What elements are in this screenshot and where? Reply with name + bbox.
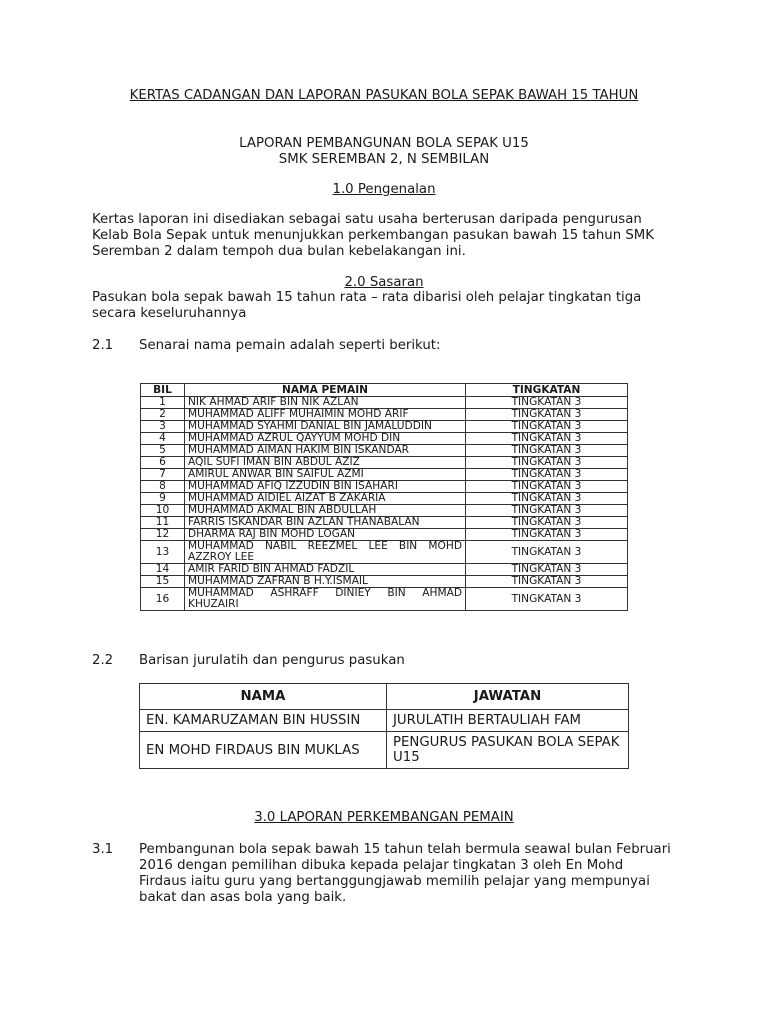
point-2-2-text: Barisan jurulatih dan pengurus pasukan [139,653,405,668]
table-row [141,493,628,505]
table-row [141,505,628,517]
table-row [141,588,628,611]
player-number: 14 [141,564,185,576]
table-row [141,469,628,481]
player-number: 8 [141,481,185,493]
table-row [141,564,628,576]
player-form: TINGKATAN 3 [466,564,628,576]
section-1-heading: 1.0 Pengenalan [332,182,436,197]
player-form: TINGKATAN 3 [466,576,628,588]
player-name: MUHAMMAD NABIL REEZMEL LEE BIN MOHD AZZROY LEE [185,541,466,564]
table-row [141,576,628,588]
point-3-1-number: 3.1 [92,842,114,857]
table-row [141,421,628,433]
staff-name: EN MOHD FIRDAUS BIN MUKLAS [140,732,387,769]
player-name: AMIR FARID BIN AHMAD FADZIL [185,564,466,576]
table-row [141,457,628,469]
player-name: MUHAMMAD ZAFRAN B H.Y.ISMAIL [185,576,466,588]
column-header: JAWATAN [387,684,629,710]
table-row [141,541,628,564]
staff-position: PENGURUS PASUKAN BOLA SEPAK U15 [387,732,629,769]
player-form: TINGKATAN 3 [466,529,628,541]
player-name: AMIRUL ANWAR BIN SAIFUL AZMI [185,469,466,481]
player-form: TINGKATAN 3 [466,409,628,421]
table-header-row [140,684,629,710]
table-row [141,397,628,409]
section-3-heading: 3.0 LAPORAN PERKEMBANGAN PEMAIN [254,810,514,825]
staff-position: JURULATIH BERTAULIAH FAM [387,710,629,732]
point-3-1-text: Pembangunan bola sepak bawah 15 tahun telah bermula seawal bulan Februari 2016 dengan pemilihan dibuka kepada pelajar tingkatan 3 oleh En Mohd Firdaus iaitu guru yang bertanggungjawab memilih pelajar yang mempunyai bakat dan asas bola yang baik. [139,842,671,905]
table-row [141,481,628,493]
player-form: TINGKATAN 3 [466,541,628,564]
player-number: 12 [141,529,185,541]
player-form: TINGKATAN 3 [466,493,628,505]
player-form: TINGKATAN 3 [466,433,628,445]
school-subtitle: SMK SEREMBAN 2, N SEMBILAN [278,152,490,167]
player-name: MUHAMMAD ASHRAFF DINIEY BIN AHMAD KHUZAIRI [185,588,466,611]
player-name: MUHAMMAD AFIQ IZZUDIN BIN ISAHARI [185,481,466,493]
staff-table [139,683,629,769]
table-row [141,433,628,445]
player-name: MUHAMMAD AZRUL QAYYUM MOHD DIN [185,433,466,445]
player-number: 11 [141,517,185,529]
table-row [141,409,628,421]
player-number: 5 [141,445,185,457]
report-subtitle: LAPORAN PEMBANGUNAN BOLA SEPAK U15 [239,136,529,151]
player-number: 4 [141,433,185,445]
player-number: 3 [141,421,185,433]
section-2-text: Pasukan bola sepak bawah 15 tahun rata – rata dibarisi oleh pelajar tingkatan tiga secara keseluruhannya [92,290,642,321]
table-row [140,710,629,732]
player-number: 13 [141,541,185,564]
player-name: DHARMA RAJ BIN MOHD LOGAN [185,529,466,541]
table-row [140,732,629,769]
player-name: MUHAMMAD AKMAL BIN ABDULLAH [185,505,466,517]
player-number: 15 [141,576,185,588]
point-2-2-number: 2.2 [92,653,114,668]
player-name: MUHAMMAD AIDIEL AIZAT B ZAKARIA [185,493,466,505]
staff-name: EN. KAMARUZAMAN BIN HUSSIN [140,710,387,732]
player-number: 10 [141,505,185,517]
section-2-heading: 2.0 Sasaran [344,275,424,290]
player-number: 2 [141,409,185,421]
player-form: TINGKATAN 3 [466,469,628,481]
player-name: NIK AHMAD ARIF BIN NIK AZLAN [185,397,466,409]
player-number: 7 [141,469,185,481]
player-form: TINGKATAN 3 [466,397,628,409]
column-header: TINGKATAN [466,384,628,397]
point-2-1-number: 2.1 [92,338,114,353]
table-row [141,445,628,457]
player-name: FARRIS ISKANDAR BIN AZLAN THANABALAN [185,517,466,529]
player-form: TINGKATAN 3 [466,445,628,457]
player-name: AQIL SUFI IMAN BIN ABDUL AZIZ [185,457,466,469]
player-form: TINGKATAN 3 [466,481,628,493]
player-number: 9 [141,493,185,505]
player-name: MUHAMMAD ALIFF MUHAIMIN MOHD ARIF [185,409,466,421]
player-form: TINGKATAN 3 [466,421,628,433]
table-row [141,529,628,541]
point-2-1-text: Senarai nama pemain adalah seperti berikut: [139,338,441,353]
document-title: KERTAS CADANGAN DAN LAPORAN PASUKAN BOLA SEPAK BAWAH 15 TAHUN [129,88,639,103]
column-header: NAMA [140,684,387,710]
players-table [140,383,628,611]
player-form: TINGKATAN 3 [466,517,628,529]
player-number: 1 [141,397,185,409]
player-number: 6 [141,457,185,469]
table-header-row [141,384,628,397]
player-name: MUHAMMAD SYAHMI DANIAL BIN JAMALUDDIN [185,421,466,433]
player-form: TINGKATAN 3 [466,505,628,517]
column-header: BIL [141,384,185,397]
player-name: MUHAMMAD AIMAN HAKIM BIN ISKANDAR [185,445,466,457]
player-form: TINGKATAN 3 [466,457,628,469]
section-1-text: Kertas laporan ini disediakan sebagai satu usaha berterusan daripada pengurusan Kelab Bola Sepak untuk menunjukkan perkembangan pasukan bawah 15 tahun SMK Seremban 2 dalam tempoh dua bulan kebelakangan ini. [92,212,654,259]
player-number: 16 [141,588,185,611]
table-row [141,517,628,529]
player-form: TINGKATAN 3 [466,588,628,611]
column-header: NAMA PEMAIN [185,384,466,397]
